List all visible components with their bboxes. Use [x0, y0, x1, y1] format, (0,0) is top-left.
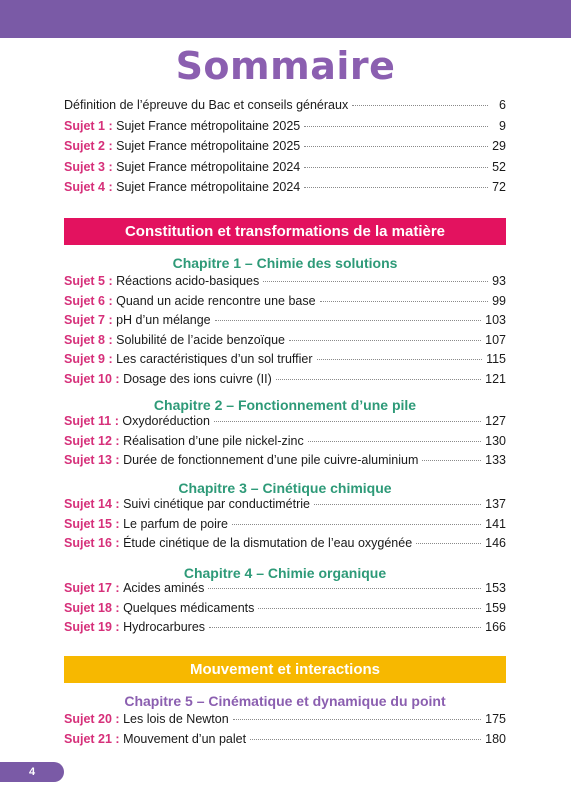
toc-page: 107: [485, 332, 506, 347]
toc-label: Définition de l’épreuve du Bac et conseils généraux: [64, 98, 349, 112]
toc-row[interactable]: [64, 98, 506, 119]
toc-page: 127: [485, 414, 506, 428]
toc-row[interactable]: [64, 497, 506, 517]
dot-leader: [232, 524, 481, 525]
dot-leader: [317, 359, 483, 360]
toc-number: Sujet 3 :: [64, 159, 113, 174]
chapter-title: Chapitre 5 – Cinématique et dynamique du point: [124, 693, 446, 709]
dot-leader: [320, 301, 488, 302]
chapter-title: Chapitre 2 – Fonctionnement d’une pile: [153, 397, 417, 413]
toc-page: 115: [486, 352, 506, 366]
toc-row[interactable]: [64, 333, 506, 353]
toc-number: Sujet 2 :: [64, 139, 113, 153]
dot-leader: [233, 719, 481, 720]
toc-number: Sujet 4 :: [64, 180, 113, 194]
toc-number: Sujet 12 :: [64, 433, 120, 448]
toc-label: Hydrocarbures: [123, 620, 206, 634]
toc-number: Sujet 8 :: [64, 332, 113, 347]
toc-label: Sujet France métropolitaine 2025: [116, 139, 301, 153]
dot-leader: [304, 187, 488, 188]
toc-number: Sujet 17 :: [64, 581, 120, 595]
page-number-tab: [0, 762, 64, 782]
dot-leader: [352, 105, 488, 106]
toc-label: Mouvement d’un palet: [123, 731, 247, 746]
dot-leader: [208, 588, 481, 589]
intro-list: [64, 98, 506, 201]
dot-leader: [304, 146, 488, 147]
toc-label: Acides aminés: [123, 581, 205, 595]
toc-label: Dosage des ions cuivre (II): [123, 371, 272, 386]
toc-label: Solubilité de l’acide benzoïque: [116, 332, 285, 347]
toc-label: Quand un acide rencontre une base: [116, 293, 316, 308]
dot-leader: [209, 627, 481, 628]
toc-page: 133: [485, 453, 506, 467]
top-bar: [0, 0, 571, 38]
toc-page: 141: [485, 516, 506, 531]
toc-page: 180: [485, 731, 506, 746]
toc-number: Sujet 19 :: [64, 620, 120, 634]
toc-row[interactable]: [64, 620, 506, 640]
section-band-mouvement: Mouvement et interactions: [64, 656, 506, 683]
chapter-4-list: [64, 581, 506, 640]
chapter-3-list: [64, 497, 506, 556]
toc-label: Sujet France métropolitaine 2024: [116, 180, 301, 194]
toc-number: Sujet 14 :: [64, 497, 120, 511]
toc-number: Sujet 6 :: [64, 293, 113, 308]
toc-label: Le parfum de poire: [123, 516, 228, 531]
dot-leader: [215, 320, 482, 321]
toc-page: 146: [485, 536, 506, 550]
toc-page: 153: [485, 581, 506, 595]
dot-leader: [308, 441, 481, 442]
dot-leader: [422, 460, 481, 461]
toc-page: 166: [485, 620, 506, 634]
dot-leader: [289, 340, 481, 341]
toc-row[interactable]: [64, 434, 506, 454]
toc-label: Les lois de Newton: [123, 712, 229, 726]
toc-row[interactable]: [64, 352, 506, 372]
toc-label: Oxydoréduction: [122, 414, 210, 428]
toc-page: 103: [485, 313, 506, 327]
toc-number: Sujet 18 :: [64, 600, 120, 615]
toc-number: Sujet 1 :: [64, 118, 113, 133]
toc-label: Les caractéristiques d’un sol truffier: [116, 352, 313, 366]
dot-leader: [263, 281, 488, 282]
toc-number: Sujet 20 :: [64, 712, 120, 726]
toc-page: 175: [485, 712, 506, 726]
section-band-matiere: Constitution et transformations de la matière: [64, 218, 506, 245]
toc-row[interactable]: [64, 517, 506, 537]
toc-row[interactable]: [64, 313, 506, 333]
chapter-title: Chapitre 4 – Chimie organique: [183, 565, 387, 581]
toc-page: 93: [492, 274, 506, 288]
toc-row[interactable]: [64, 180, 506, 201]
toc-row[interactable]: [64, 139, 506, 160]
toc-row[interactable]: [64, 294, 506, 314]
toc-number: Sujet 5 :: [64, 274, 113, 288]
toc-label: Suivi cinétique par conductimétrie: [123, 497, 310, 511]
toc-number: Sujet 11 :: [64, 414, 119, 428]
toc-page: 6: [499, 98, 506, 112]
toc-row[interactable]: [64, 372, 506, 392]
toc-number: Sujet 16 :: [64, 536, 120, 550]
toc-page: 52: [492, 159, 506, 174]
toc-label: Réactions acido-basiques: [116, 274, 260, 288]
toc-number: Sujet 9 :: [64, 352, 113, 366]
toc-page: 130: [485, 433, 506, 448]
toc-row[interactable]: [64, 274, 506, 294]
dot-leader: [258, 608, 481, 609]
toc-page: 72: [492, 180, 506, 194]
dot-leader: [250, 739, 481, 740]
chapter-title: Chapitre 1 – Chimie des solutions: [172, 255, 398, 271]
toc-number: Sujet 21 :: [64, 731, 120, 746]
toc-label: Sujet France métropolitaine 2025: [116, 118, 301, 133]
toc-number: Sujet 15 :: [64, 516, 120, 531]
toc-row[interactable]: [64, 732, 506, 752]
toc-label: Étude cinétique de la dismutation de l’eau oxygénée: [123, 536, 413, 550]
page-title: Sommaire: [175, 44, 396, 88]
toc-row[interactable]: [64, 453, 506, 473]
page-number: 4: [28, 766, 36, 778]
toc-row[interactable]: [64, 536, 506, 556]
toc-page: 121: [485, 371, 506, 386]
chapter-5-list: [64, 712, 506, 751]
toc-label: Réalisation d’une pile nickel-zinc: [123, 433, 304, 448]
toc-label: Quelques médicaments: [123, 600, 255, 615]
dot-leader: [304, 167, 488, 168]
toc-page: 159: [485, 600, 506, 615]
toc-row[interactable]: [64, 712, 506, 732]
toc-label: pH d’un mélange: [116, 313, 211, 327]
toc-number: Sujet 7 :: [64, 313, 113, 327]
dot-leader: [416, 543, 481, 544]
toc-page: 137: [485, 497, 506, 511]
toc-row[interactable]: [64, 601, 506, 621]
toc-row[interactable]: [64, 414, 506, 434]
toc-page: 99: [492, 293, 506, 308]
dot-leader: [314, 504, 481, 505]
toc-label: Durée de fonctionnement d’une pile cuivre-aluminium: [123, 453, 419, 467]
toc-number: Sujet 10 :: [64, 371, 120, 386]
toc-page: 9: [499, 118, 506, 133]
toc-row[interactable]: [64, 119, 506, 140]
toc-row[interactable]: [64, 160, 506, 181]
toc-number: Sujet 13 :: [64, 453, 120, 467]
toc-page: 29: [492, 139, 506, 153]
chapter-1-list: [64, 274, 506, 391]
chapter-2-list: [64, 414, 506, 473]
dot-leader: [214, 421, 481, 422]
dot-leader: [276, 379, 481, 380]
toc-label: Sujet France métropolitaine 2024: [116, 159, 301, 174]
chapter-title: Chapitre 3 – Cinétique chimique: [178, 480, 392, 496]
toc-row[interactable]: [64, 581, 506, 601]
dot-leader: [304, 126, 488, 127]
